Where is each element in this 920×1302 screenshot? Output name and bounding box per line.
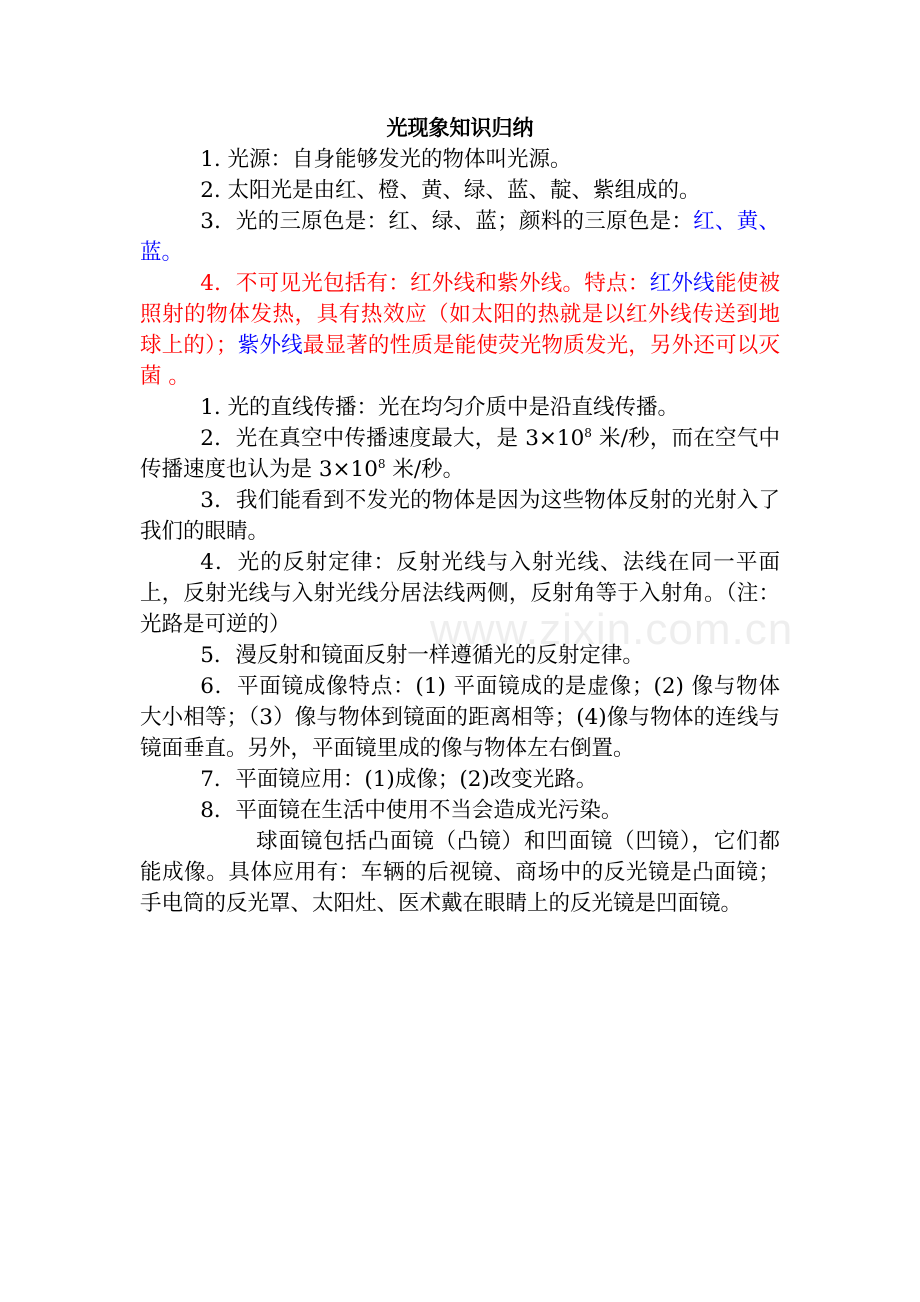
paragraph-seeing-objects: 3．我们能看到不发光的物体是因为这些物体反射的光射入了我们的眼睛。 bbox=[140, 488, 780, 544]
paragraph-invisible-light bbox=[140, 268, 780, 392]
paragraph-light-source: 1. 光源：自身能够发光的物体叫光源。 bbox=[200, 147, 572, 172]
infrared-term: 红外线 bbox=[649, 271, 715, 296]
paragraph-primary-colors bbox=[140, 206, 780, 268]
light-speed-text-a: 2．光在真空中传播速度最大，是 3×10 bbox=[200, 426, 585, 451]
paragraph-light-speed bbox=[140, 423, 780, 485]
ultraviolet-description: 最显著的性质是能使荧光物质发光，另外还可以灭菌 。 bbox=[140, 333, 780, 389]
document-page bbox=[140, 112, 780, 919]
infrared-description: 能使被照射的物体发热，具有热效应（如太阳的热就是以红外线传送到地球上的）； bbox=[140, 271, 780, 358]
paragraph-plane-mirror-uses: 7．平面镜应用：(1)成像；(2)改变光路。 bbox=[200, 767, 598, 792]
paragraph-light-pollution: 8．平面镜在生活中使用不当会造成光污染。 bbox=[200, 798, 623, 823]
exponent-1: 8 bbox=[584, 425, 592, 440]
paragraph-spherical-mirrors: 球面镜包括凸面镜（凸镜）和凹面镜（凹镜），它们都能成像。具体应用有：车辆的后视镜、商场中的反光镜是凸面镜；手电筒的反光罩、太阳灶、医术戴在眼睛上的反光镜是凹面镜。 bbox=[140, 829, 780, 916]
paragraph-reflection-law: 4．光的反射定律：反射光线与入射光线、法线在同一平面上，反射光线与入射光线分居法线两侧，反射角等于入射角。（注：光路是可逆的） bbox=[140, 550, 780, 637]
invisible-light-intro: 4．不可见光包括有：红外线和紫外线。特点： bbox=[200, 271, 650, 296]
ultraviolet-term: 紫外线 bbox=[237, 333, 303, 358]
page-title: 光现象知识归纳 bbox=[386, 115, 534, 140]
pigment-colors-text: 红、黄、蓝。 bbox=[140, 209, 780, 265]
light-speed-text-b: 米/秒，而在空气中传播速度也认为是 3×10 bbox=[140, 426, 780, 482]
paragraph-plane-mirror-features: 6．平面镜成像特点：(1) 平面镜成的是虚像；(2) 像与物体大小相等；（3）像与物体到镜面的距离相等；(4)像与物体的连线与镜面垂直。另外，平面镜里成的像与物体左右倒置。 bbox=[140, 674, 780, 761]
paragraph-straight-line: 1. 光的直线传播：光在均匀介质中是沿直线传播。 bbox=[200, 395, 680, 420]
primary-colors-text: 3．光的三原色是：红、绿、蓝；颜料的三原色是： bbox=[200, 209, 694, 234]
paragraph-diffuse-reflection: 5．漫反射和镜面反射一样遵循光的反射定律。 bbox=[200, 643, 644, 668]
watermark: www.zixin.com.cn bbox=[430, 605, 794, 654]
paragraph-sunlight: 2. 太阳光是由红、橙、黄、绿、蓝、靛、紫组成的。 bbox=[200, 178, 701, 203]
light-speed-text-c: 米/秒。 bbox=[385, 457, 465, 482]
exponent-2: 8 bbox=[377, 456, 386, 471]
